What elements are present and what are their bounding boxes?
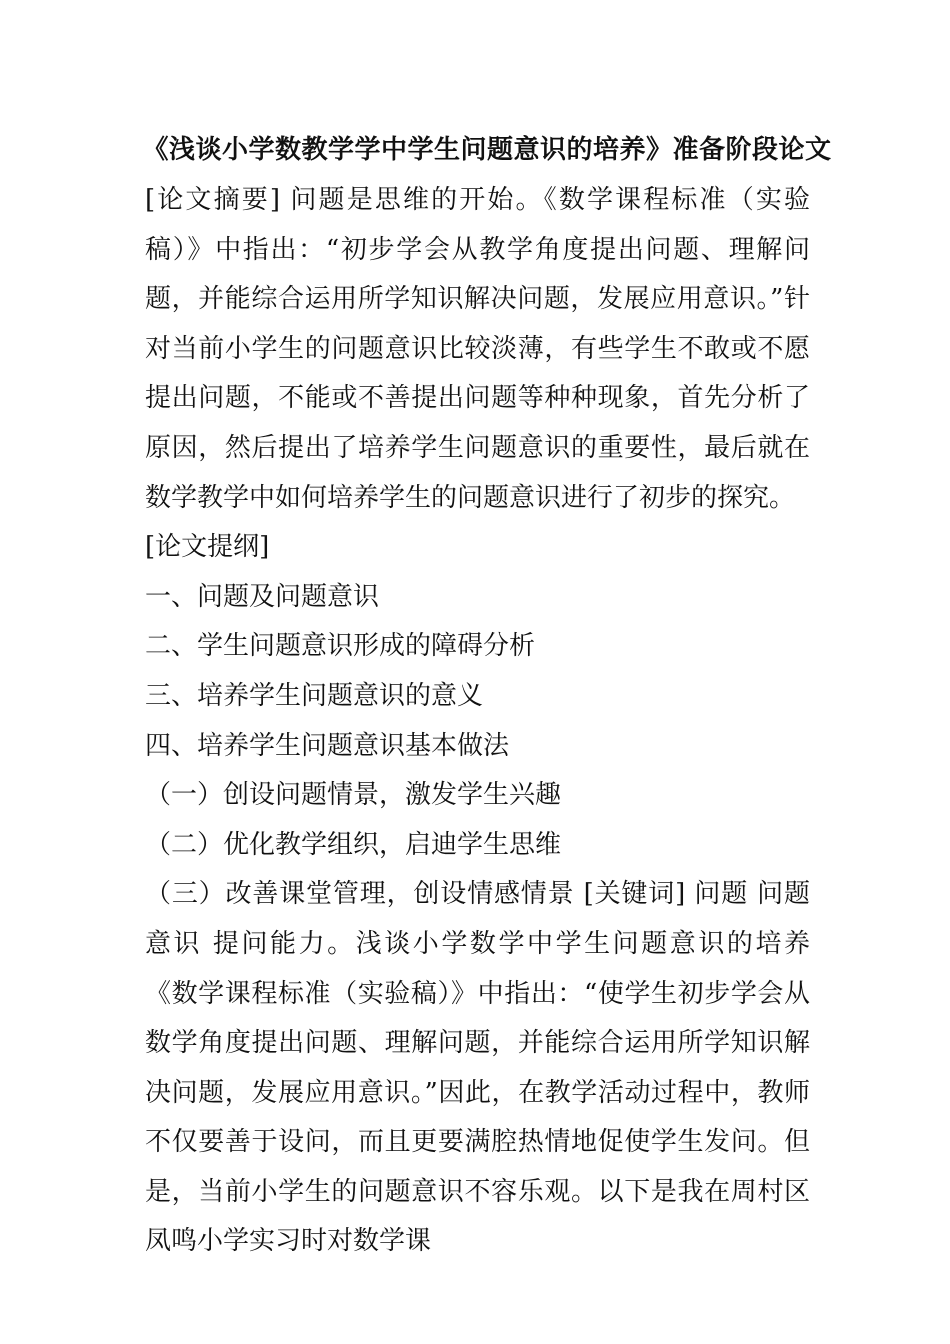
outline-item: 二、学生问题意识形成的障碍分析 xyxy=(145,631,536,662)
outline-item: （一）创设问题情景，激发学生兴趣 xyxy=(145,780,562,811)
outline-item: 三、培养学生问题意识的意义 xyxy=(145,680,484,711)
abstract-paragraph: [论文摘要] 问题是思维的开始。《数学课程标准（实验稿）》中指出：“初步学会从教学角度提出问题、理解问题，并能综合运用所学知识解决问题，发展应用意识。”针对当前小学生的问题意识比较淡薄，有些学生不敢或不愿提出问题，不能或不善提出问题等种种现象，首先分析了原因，然后提出了培养学生问题意识的重要性，最后就在数学教学中如何培养学生的问题意识进行了初步的探究。 xyxy=(145,185,810,513)
outline-item: 四、培养学生问题意识基本做法 xyxy=(145,730,510,761)
outline-item: 一、问题及问题意识 xyxy=(145,581,380,612)
outline-heading: [论文提纲] xyxy=(145,532,270,563)
document-body xyxy=(145,176,810,1267)
outline-item: （二）优化教学组织，启迪学生思维 xyxy=(145,829,562,860)
closing-paragraph: （三）改善课堂管理，创设情感情景 [关键词] 问题 问题意识 提问能力。浅谈小学数学中学生问题意识的培养 《数学课程标准（实验稿）》中指出：“使学生初步学会从数学角度提出问题、理解问题，并能综合运用所学知识解决问题，发展应用意识。”因此，在教学活动过程中，教师不仅要善于设问，而且更要满腔热情地促使学生发问。但是，当前小学生的问题意识不容乐观。以下是我在周村区凤鸣小学实习时对数学课 xyxy=(145,879,810,1257)
document-title: 《浅谈小学数教学学中学生问题意识的培养》准备阶段论文 xyxy=(142,135,832,165)
